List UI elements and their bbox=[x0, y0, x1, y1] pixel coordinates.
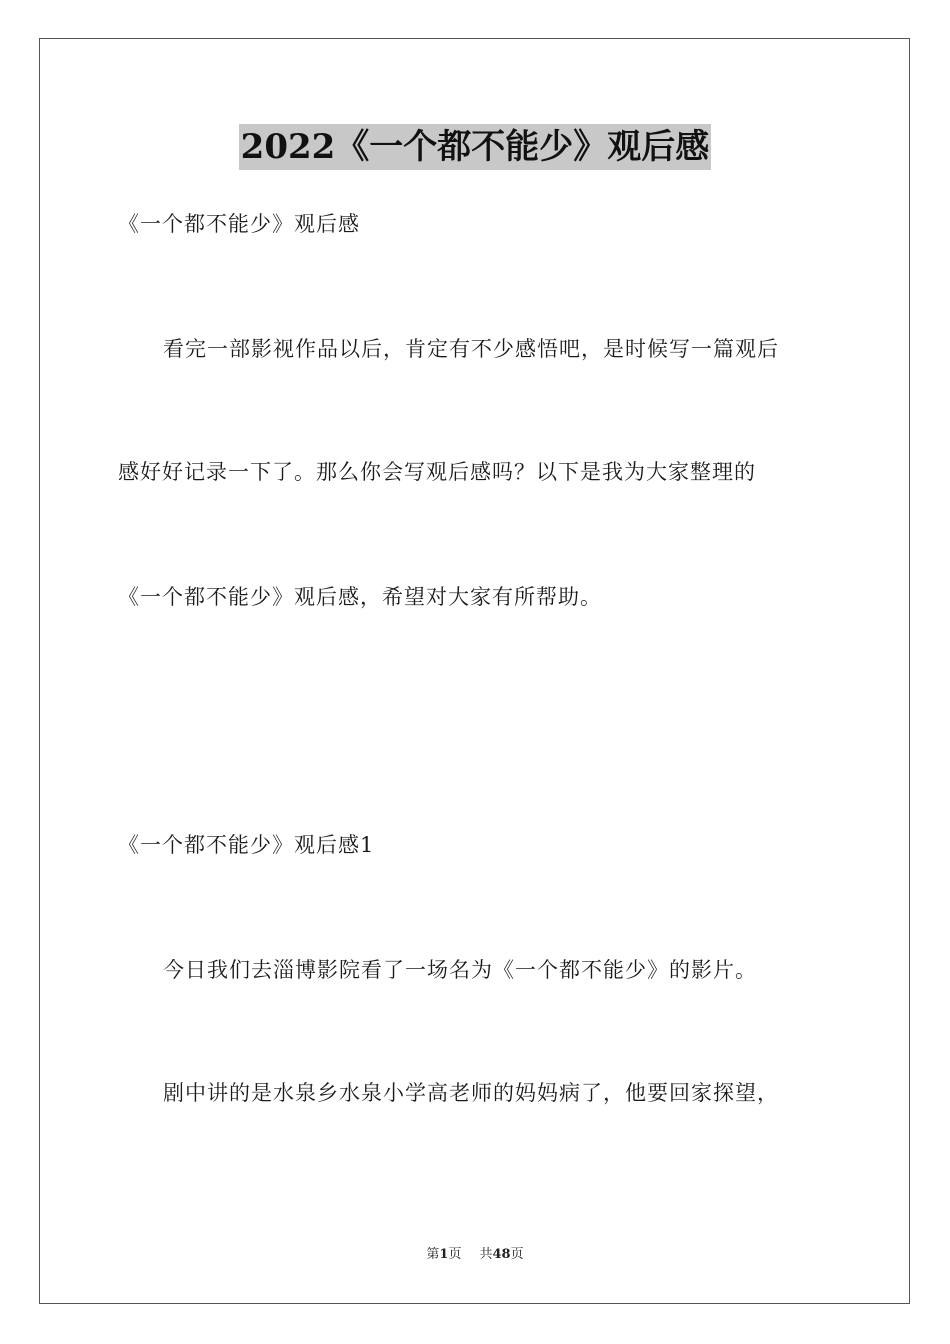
subtitle-line: 《一个都不能少》观后感 bbox=[118, 212, 360, 236]
document-title: 2022《一个都不能少》观后感 bbox=[239, 124, 712, 170]
footer-total-suffix: 页 bbox=[510, 1247, 524, 1262]
section-heading: 《一个都不能少》观后感1 bbox=[118, 833, 375, 857]
footer-total-pages: 48 bbox=[492, 1247, 511, 1262]
page-footer bbox=[0, 1246, 950, 1264]
footer-page-suffix: 页 bbox=[448, 1247, 462, 1262]
footer-total-prefix: 共 bbox=[479, 1247, 493, 1262]
paragraph-line-3: 《一个都不能少》观后感，希望对大家有所帮助。 bbox=[118, 585, 602, 609]
paragraph-line-4: 今日我们去淄博影院看了一场名为《一个都不能少》的影片。 bbox=[163, 958, 757, 982]
paragraph-line-1: 看完一部影视作品以后，肯定有不少感悟吧，是时候写一篇观后 bbox=[163, 337, 779, 361]
paragraph-line-5: 剧中讲的是水泉乡水泉小学高老师的妈妈病了，他要回家探望， bbox=[163, 1081, 779, 1105]
footer-page-number: 1 bbox=[439, 1247, 449, 1262]
title-container bbox=[0, 124, 950, 170]
footer-page-prefix: 第 bbox=[426, 1247, 440, 1262]
paragraph-line-2: 感好好记录一下了。那么你会写观后感吗？以下是我为大家整理的 bbox=[118, 460, 756, 484]
